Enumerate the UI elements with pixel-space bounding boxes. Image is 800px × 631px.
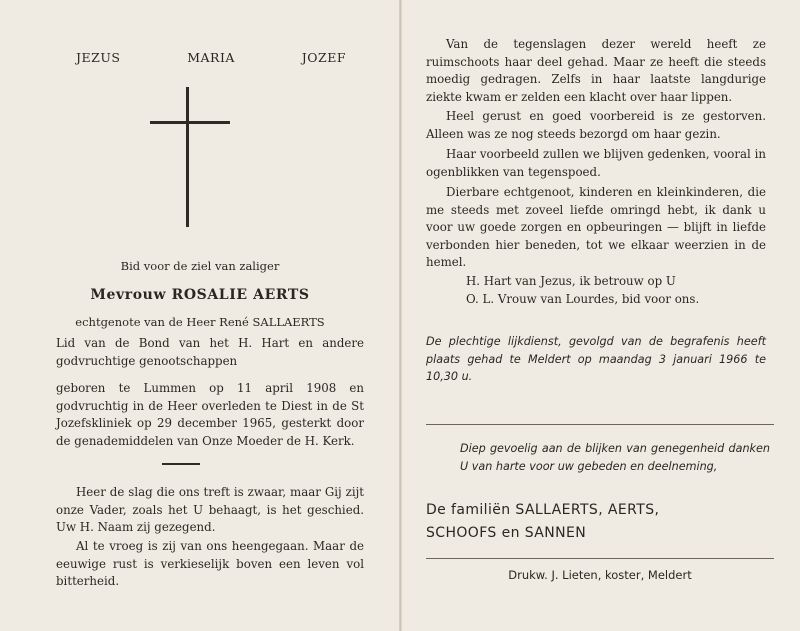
cross-horizontal	[150, 121, 230, 124]
divider-bottom	[426, 558, 774, 559]
prayer-paragraph-1: Heer de slag die ons treft is zwaar, maar Gij zijt onze Vader, zoals het U behaagt, is het geschied. Uw H. Naam zij gezegend.	[56, 485, 364, 534]
divider-top	[426, 424, 774, 425]
family-line-1: De familiën SALLAERTS, AERTS,	[426, 502, 660, 518]
holy-names	[76, 50, 346, 65]
text-paragraph-3: Haar voorbeeld zullen we blijven gedenken, vooral in ogenblikken van tegenspoed.	[426, 147, 766, 179]
membership-text: Lid van de Bond van het H. Hart en andere godvruchtige genootschappen	[56, 336, 364, 368]
name-maria: MARIA	[187, 50, 235, 65]
prayer-request: Bid voor de ziel van zaliger	[120, 259, 280, 273]
text-paragraph-2: Heel gerust en goed voorbereid is ze gestorven. Alleen was ze nog steeds bezorgd om haar gezin.	[426, 109, 766, 141]
spouse-line: echtgenote van de Heer René SALLAERTS	[75, 315, 325, 329]
name-jezus: JEZUS	[76, 50, 121, 65]
text-paragraph-1: Van de tegenslagen dezer wereld heeft ze ruimschoots haar deel gehad. Maar ze heeft die steeds moedig gedragen. Zelfs in haar laatste langdurige ziekte kwam er zelden een klacht over haar lippen.	[426, 37, 766, 104]
prayer-paragraph-2: Al te vroeg is zij van ons heengegaan. Maar de eeuwige rust is verkieselijk boven een leven vol bitterheid.	[56, 539, 364, 588]
divider-short	[162, 463, 200, 465]
deceased-name: Mevrouw ROSALIE AERTS	[90, 287, 310, 303]
printer-credit: Drukw. J. Lieten, koster, Meldert	[508, 568, 692, 582]
invocation-1: H. Hart van Jezus, ik betrouw op U	[466, 274, 676, 288]
invocation-2: O. L. Vrouw van Lourdes, bid voor ons.	[466, 292, 700, 306]
name-jozef: JOZEF	[301, 50, 346, 65]
right-page	[402, 0, 800, 631]
text-paragraph-4: Dierbare echtgenoot, kinderen en kleinkinderen, die me steeds met zoveel liefde omringd hebt, ik dank u voor uw goede zorgen en opbeuringen — blijft in liefde verbonden hier beneden, tot we elkaar weerzien in de hemel.	[426, 185, 766, 269]
funeral-notice: De plechtige lijkdienst, gevolgd van de begrafenis heeft plaats gehad te Meldert op maandag 3 januari 1966 te 10,30 u.	[426, 335, 766, 383]
thanks-text: Diep gevoelig aan de blijken van genegenheid danken U van harte voor uw gebeden en deelneming,	[460, 442, 770, 473]
birth-death-text: geboren te Lummen op 11 april 1908 en godvruchtig in de Heer overleden te Diest in de St Jozefskliniek op 29 december 1965, gesterkt door de genademiddelen van Onze Moeder de H. Kerk.	[56, 381, 364, 448]
cross-vertical	[186, 87, 189, 227]
family-line-2: SCHOOFS en SANNEN	[426, 525, 587, 541]
left-page	[0, 0, 399, 631]
